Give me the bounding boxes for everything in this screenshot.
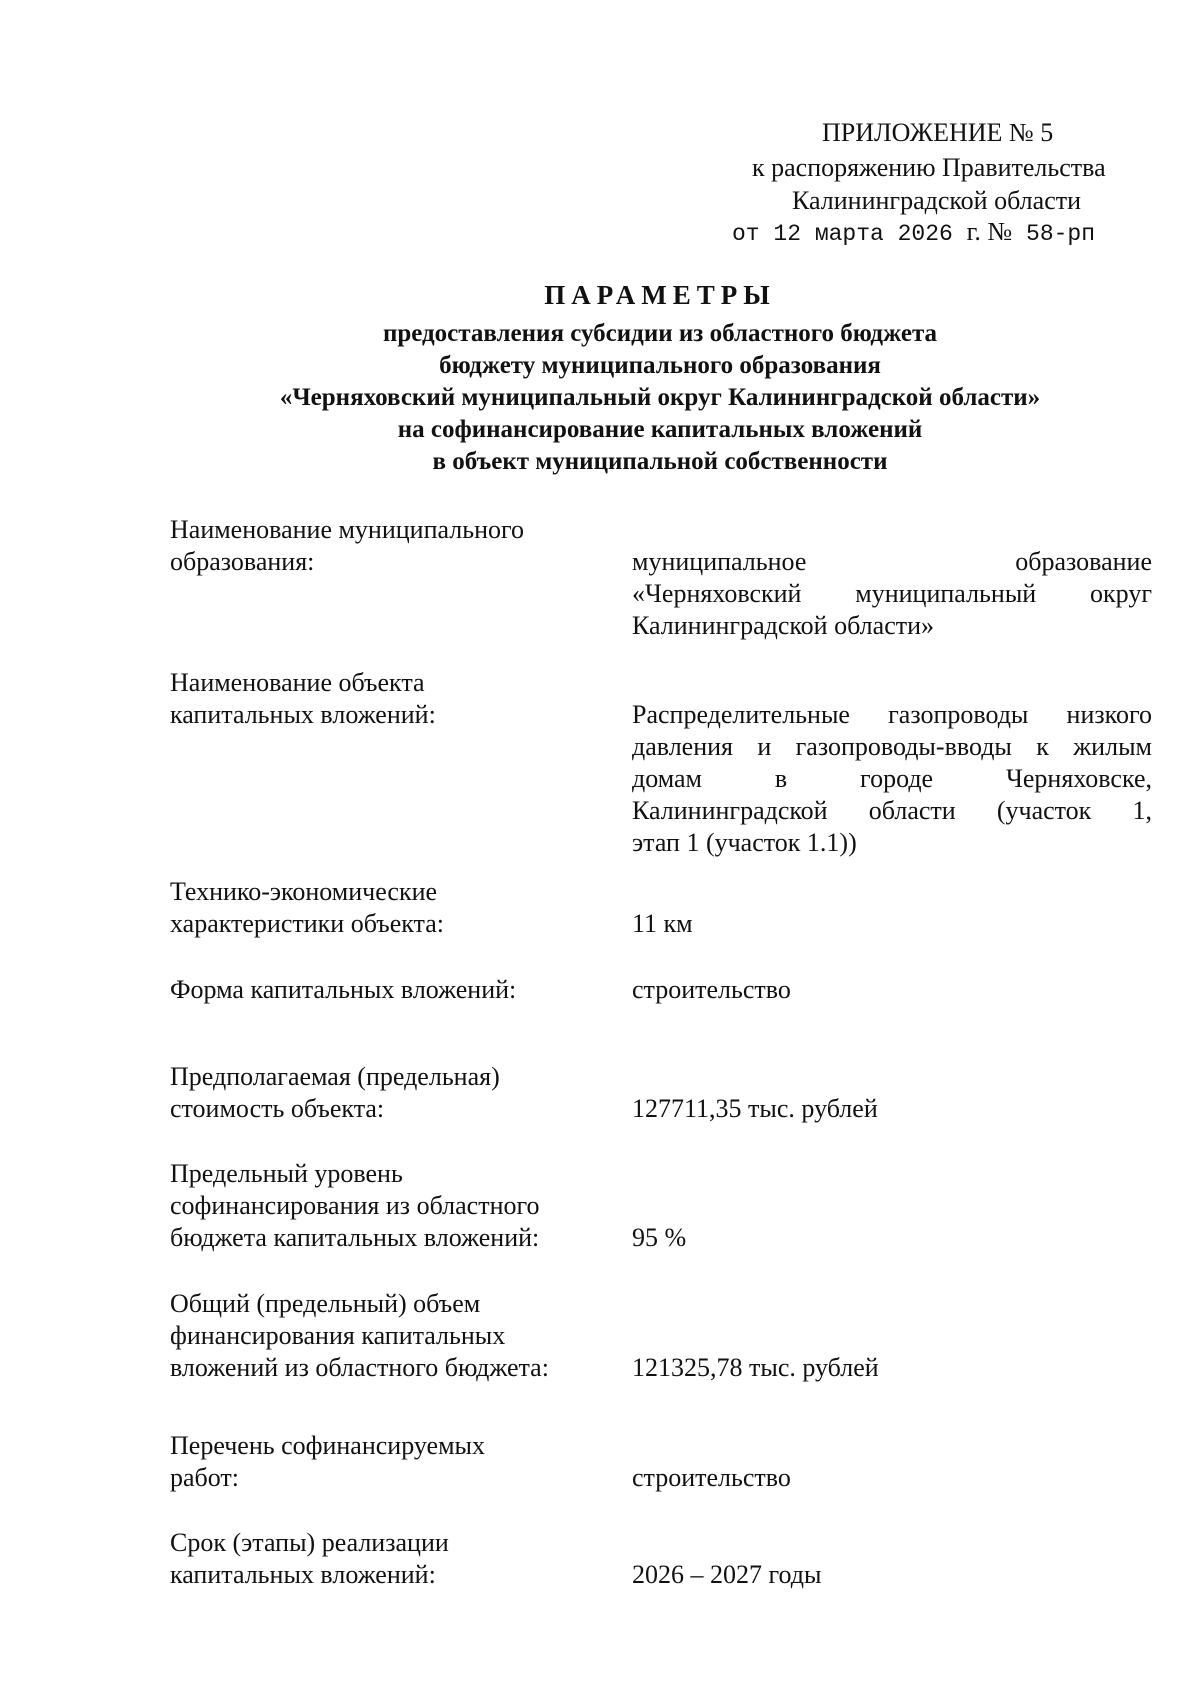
param-label-line: образования: xyxy=(170,547,315,576)
param-value-line: Калининградской области (участок 1, xyxy=(632,796,1152,825)
param-value xyxy=(632,908,1152,940)
param-label-line: Наименование объекта xyxy=(170,668,425,697)
subtitle-line: бюджету муниципального образования xyxy=(439,352,881,379)
param-value-line: строительство xyxy=(632,1463,791,1492)
document-title: ПАРАМЕТРЫ xyxy=(544,280,776,310)
param-label-line: работ: xyxy=(170,1463,240,1492)
param-value-line: 121325,78 тыс. рублей xyxy=(632,1353,879,1382)
param-label-line: Форма капитальных вложений: xyxy=(170,975,517,1004)
param-value xyxy=(632,1222,1152,1254)
param-label xyxy=(170,514,620,578)
param-label-line: капитальных вложений: xyxy=(170,1560,436,1589)
param-value-line: муниципальное образование xyxy=(632,547,1152,576)
param-value-line: Калининградской области» xyxy=(632,611,935,640)
param-label-line: Предельный уровень xyxy=(170,1159,403,1188)
param-label xyxy=(170,1288,620,1384)
param-value-line: 127711,35 тыс. рублей xyxy=(632,1094,878,1123)
param-value-line: 11 км xyxy=(632,909,693,938)
param-value-line: давления и газопроводы-вводы к жилым xyxy=(632,732,1152,761)
param-label-line: Технико-экономические xyxy=(170,877,438,906)
param-value xyxy=(632,974,1152,1006)
annex-region: Калининградской области xyxy=(792,186,1082,215)
param-label-line: софинансирования из областного xyxy=(170,1191,540,1220)
param-value-line: «Черняховский муниципальный округ xyxy=(632,579,1152,608)
subtitle-line: предоставления субсидии из областного бюджета xyxy=(382,320,938,347)
param-label-line: Общий (предельный) объем xyxy=(170,1289,481,1318)
param-label-line: стоимость объекта: xyxy=(170,1094,385,1123)
param-label xyxy=(170,667,620,731)
document-heading xyxy=(150,278,1170,478)
param-label-line: Предполагаемая (предельная) xyxy=(170,1062,500,1091)
param-label-line: бюджета капитальных вложений: xyxy=(170,1223,540,1252)
param-label-line: финансирования капитальных xyxy=(170,1321,506,1350)
param-value-line: 2026 – 2027 годы xyxy=(632,1560,822,1589)
subtitle-line: «Черняховский муниципальный округ Калининградской области» xyxy=(279,384,1041,411)
annex-date-line xyxy=(732,216,1095,250)
annex-number-label: г. № xyxy=(966,217,1013,246)
annex-number: 58-рп xyxy=(1026,221,1096,247)
param-value xyxy=(632,1462,1152,1494)
param-label-line: Срок (этапы) реализации xyxy=(170,1528,449,1557)
param-label xyxy=(170,1527,620,1591)
param-label xyxy=(170,1061,620,1125)
param-label-line: капитальных вложений: xyxy=(170,700,436,729)
param-value xyxy=(632,1093,1152,1125)
param-label xyxy=(170,1430,620,1494)
param-value-line: строительство xyxy=(632,975,791,1004)
param-label-line: Наименование муниципального xyxy=(170,515,525,544)
param-value xyxy=(632,699,1152,859)
param-value-line: 95 % xyxy=(632,1223,687,1252)
annex-date: от 12 марта 2026 xyxy=(732,221,953,247)
param-label xyxy=(170,876,620,940)
param-label xyxy=(170,1158,620,1254)
param-value xyxy=(632,1559,1152,1591)
param-value xyxy=(632,546,1152,642)
subtitle-line: в объект муниципальной собственности xyxy=(432,448,888,475)
param-value-line: Распределительные газопроводы низкого xyxy=(632,700,1152,729)
param-label-line: вложений из областного бюджета: xyxy=(170,1353,549,1382)
param-value-line: домам в городе Черняховске, xyxy=(632,764,1152,793)
param-label xyxy=(170,974,620,1006)
param-value xyxy=(632,1352,1152,1384)
annex-title: ПРИЛОЖЕНИЕ № 5 xyxy=(822,118,1054,147)
param-label-line: характеристики объекта: xyxy=(170,909,445,938)
param-value-line: этап 1 (участок 1.1)) xyxy=(632,828,857,857)
annex-reference: к распоряжению Правительства xyxy=(752,153,1106,182)
param-label-line: Перечень софинансируемых xyxy=(170,1431,485,1460)
subtitle-line: на софинансирование капитальных вложений xyxy=(397,416,923,443)
